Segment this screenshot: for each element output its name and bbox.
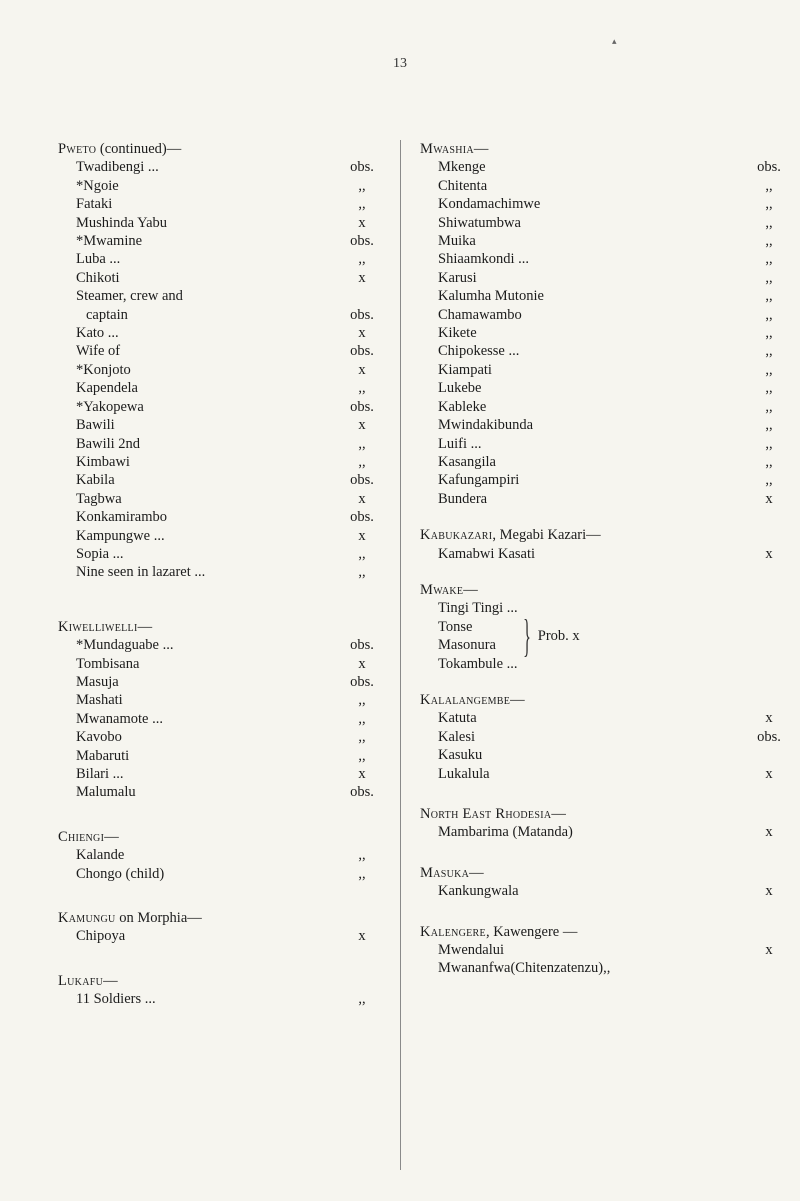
- entry-status: x: [358, 490, 366, 507]
- entry-name: Wife of: [76, 343, 121, 360]
- entry-name: Karusi: [438, 269, 477, 286]
- table-row: [58, 927, 378, 945]
- entry-name: Mwindakibunda: [438, 417, 534, 434]
- table-row: [58, 453, 378, 471]
- entry-name: *Ngoie: [76, 177, 119, 194]
- table-row: [420, 361, 785, 379]
- entry-name: Mabaruti: [76, 747, 130, 764]
- table-row: [58, 865, 378, 883]
- table-row: [58, 846, 378, 864]
- entry-name: Nine seen in lazaret ...: [76, 564, 206, 581]
- entry-name: Chongo (child): [76, 865, 165, 882]
- entry-name: Kankungwala: [438, 883, 519, 900]
- entry-name: Malumalu: [76, 784, 136, 801]
- table-row: [58, 195, 378, 213]
- entry-name: *Konjoto: [76, 361, 131, 378]
- section-heading-title: Kiwelliwelli—: [58, 618, 153, 635]
- entry-name: Kondamachimwe: [438, 196, 541, 213]
- table-row: [58, 508, 378, 526]
- mwake-group: [420, 599, 785, 673]
- section-heading: [420, 923, 785, 941]
- entry-status: x: [765, 883, 773, 900]
- entry-name: Katuta: [438, 710, 477, 727]
- entry-status: ,,: [765, 472, 773, 489]
- table-row: [58, 747, 378, 765]
- table-row: [58, 361, 378, 379]
- entry-status: x: [765, 942, 773, 959]
- entry-status: x: [358, 325, 366, 342]
- table-row: [420, 765, 785, 783]
- section-kabukazari: [420, 526, 785, 563]
- section-heading-suffix: (continued)—: [96, 141, 182, 157]
- table-row: [420, 158, 785, 176]
- section-heading: [58, 828, 378, 846]
- entry-status: ,,: [765, 306, 773, 323]
- entry-status: x: [358, 269, 366, 286]
- section-heading: [420, 805, 785, 823]
- entry-status: ,,: [358, 177, 366, 194]
- entry-name: Fataki: [76, 196, 113, 213]
- entry-name: Kikete: [438, 325, 477, 342]
- table-row: [420, 214, 785, 232]
- entry-name: Tagbwa: [76, 490, 122, 507]
- table-row: [58, 177, 378, 195]
- section-heading-title: North East Rhodesia—: [420, 806, 567, 822]
- section-heading-title: Kabukazari: [420, 527, 493, 544]
- entry-status: ,,: [765, 196, 773, 213]
- table-row: [58, 673, 378, 691]
- entry-status: obs.: [350, 398, 374, 415]
- entry-name: Chipoya: [76, 928, 126, 945]
- entry-status: ,,: [765, 233, 773, 250]
- entry-name: Bundera: [438, 490, 488, 507]
- group-note: Prob. x: [537, 627, 580, 644]
- list-item: Tonse: [438, 618, 473, 635]
- table-row: [58, 324, 378, 342]
- section-heading: [420, 140, 785, 158]
- section-heading: [58, 140, 378, 158]
- section-left-1: [58, 618, 378, 802]
- list-item: Tingi Tingi ...: [438, 600, 518, 617]
- column-divider: [400, 140, 401, 1170]
- entry-status: obs.: [350, 233, 374, 250]
- section-heading-title: Pweto: [58, 141, 97, 157]
- entry-status: x: [358, 527, 366, 544]
- entry-status: x: [358, 214, 366, 231]
- section-heading-title: Masuka—: [420, 864, 484, 881]
- section-heading-title: Chiengi—: [58, 828, 120, 845]
- table-row: [420, 728, 785, 746]
- entry-status: obs.: [757, 159, 781, 176]
- entry-status: x: [765, 490, 773, 507]
- table-row: [58, 710, 378, 728]
- entry-name: Luba ...: [76, 251, 121, 268]
- entry-status: x: [358, 766, 366, 782]
- table-row: [58, 398, 378, 416]
- table-row: [420, 882, 785, 900]
- list-item: Tokambule ...: [438, 655, 518, 672]
- entry-status: ,,: [358, 747, 366, 764]
- table-row: [420, 177, 785, 195]
- table-row: [58, 435, 378, 453]
- margin-mark: ▴: [612, 36, 617, 46]
- entry-name: Kafungampiri: [438, 472, 520, 489]
- table-row: [420, 287, 785, 305]
- entry-name: Kalande: [76, 847, 125, 864]
- table-row: [58, 287, 378, 305]
- entry-name: Mwanamote ...: [76, 710, 163, 727]
- entry-name: Kavobo: [76, 729, 122, 746]
- entry-status: obs.: [350, 673, 374, 690]
- entry-status: ,,: [765, 361, 773, 378]
- section-heading-title: Kalalangembe—: [420, 691, 525, 708]
- entry-name: Kabila: [76, 472, 115, 489]
- entry-status: obs.: [350, 784, 374, 801]
- page-number: 13: [393, 56, 407, 71]
- table-row: [420, 823, 785, 841]
- table-row: [58, 545, 378, 563]
- table-row: [420, 398, 785, 416]
- entry-status: x: [765, 545, 773, 562]
- table-row: [58, 990, 378, 1008]
- entry-status: ,,: [765, 380, 773, 397]
- entry-status: x: [358, 928, 366, 945]
- list-item: Masonura: [438, 637, 496, 654]
- table-row: [58, 379, 378, 397]
- entry-name: Shiwatumbwa: [438, 214, 521, 231]
- entry-status: ,,: [765, 214, 773, 231]
- table-row: [58, 250, 378, 268]
- entry-status: x: [765, 824, 773, 841]
- section-heading-title: Lukafu—: [58, 972, 118, 989]
- entry-status: ,,: [765, 343, 773, 360]
- entry-name: Mushinda Yabu: [76, 214, 168, 231]
- entry-status: x: [358, 417, 366, 434]
- entry-status: ,,: [765, 177, 773, 194]
- table-row: [58, 691, 378, 709]
- entry-name: 11 Soldiers ...: [76, 991, 156, 1008]
- entry-name: Chikoti: [76, 269, 120, 286]
- table-row: [58, 728, 378, 746]
- table-row: [420, 490, 785, 508]
- entry-name: Lukebe: [438, 380, 482, 397]
- section-heading: [420, 691, 785, 709]
- table-row: [58, 232, 378, 250]
- section-heading: [58, 972, 378, 990]
- table-row: [420, 324, 785, 342]
- section-heading: [420, 864, 785, 882]
- entry-name: Kamabwi Kasati: [438, 545, 536, 562]
- table-row: [420, 232, 785, 250]
- table-row: [420, 453, 785, 471]
- entry-name: Kampungwe ...: [76, 527, 165, 544]
- table-row: [58, 214, 378, 232]
- entry-status: x: [358, 655, 366, 672]
- entry-name: Bilari ...: [76, 766, 124, 782]
- entry-status: ,,: [358, 380, 366, 397]
- entry-status: ,,: [358, 564, 366, 581]
- table-row: [58, 416, 378, 434]
- entry-name: Mambarima (Matanda): [438, 824, 573, 841]
- entry-status: x: [765, 710, 773, 727]
- entry-status: ,,: [358, 847, 366, 864]
- entry-name: Kasuku: [438, 747, 483, 764]
- table-row: [420, 195, 785, 213]
- section-mwashia: [420, 140, 785, 508]
- entry-name: Tombisana: [76, 655, 140, 672]
- table-row: [420, 941, 785, 959]
- section-mwake: [420, 581, 785, 673]
- entry-status: ,,: [358, 251, 366, 268]
- entry-name: Shiaamkondi ...: [438, 251, 530, 268]
- section-north-east-rhodesia: [420, 805, 785, 842]
- section-heading: [58, 909, 378, 927]
- entry-status: ,,: [765, 288, 773, 305]
- table-row: [58, 306, 378, 324]
- entry-name: Kalumha Mutonie: [438, 288, 544, 305]
- entry-name: Bawili: [76, 417, 115, 434]
- table-row: [420, 545, 785, 563]
- entry-name: Sopia ...: [76, 545, 124, 562]
- entry-name: Kato ...: [76, 325, 119, 342]
- table-row: [420, 342, 785, 360]
- section-heading: [58, 618, 378, 636]
- section-heading-suffix: on Morphia—: [115, 910, 202, 927]
- section-heading: [420, 526, 785, 544]
- entry-name: Kalesi: [438, 728, 476, 745]
- table-row: [58, 783, 378, 801]
- section-heading-title: Kamungu: [58, 910, 116, 927]
- list-item: Mwananfwa(Chitenzatenzu),,: [438, 960, 611, 977]
- entry-name: Lukalula: [438, 765, 490, 782]
- entry-name: Kapendela: [76, 380, 138, 397]
- entry-name: *Mundaguabe ...: [76, 637, 174, 654]
- table-row: [420, 435, 785, 453]
- entry-status: obs.: [350, 472, 374, 489]
- table-row: [420, 471, 785, 489]
- entry-status: ,,: [358, 865, 366, 882]
- entry-name: Mashati: [76, 692, 123, 709]
- table-row: [58, 527, 378, 545]
- entry-name: Chamawambo: [438, 306, 522, 323]
- entry-name: Kimbawi: [76, 453, 130, 470]
- entry-status: obs.: [350, 509, 374, 526]
- entry-status: ,,: [358, 692, 366, 709]
- table-row: [420, 746, 785, 764]
- entry-status: ,,: [358, 453, 366, 470]
- section-left-2: [58, 828, 378, 883]
- entry-status: obs.: [350, 637, 374, 654]
- table-row: [420, 250, 785, 268]
- entry-status: ,,: [358, 435, 366, 452]
- entry-status: ,,: [358, 729, 366, 746]
- entry-name: Steamer, crew and: [76, 288, 183, 305]
- entry-name: Mwendalui: [438, 942, 505, 959]
- entry-name: Twadibengi ...: [76, 159, 159, 176]
- table-row: [58, 655, 378, 673]
- section-heading: Mwake—: [420, 581, 479, 598]
- entry-status: ,,: [358, 991, 366, 1008]
- entry-name: Kiampati: [438, 361, 492, 378]
- entry-status: ,,: [765, 325, 773, 342]
- entry-name: Konkamirambo: [76, 509, 168, 526]
- entry-name: Mkenge: [438, 159, 486, 176]
- table-row: [58, 269, 378, 287]
- entry-status: x: [765, 765, 773, 782]
- section-heading-suffix: , Kawengere —: [485, 923, 578, 940]
- section-masuka: [420, 864, 785, 901]
- section-heading-suffix: , Megabi Kazari—: [492, 527, 601, 544]
- section-kalalangembe: [420, 691, 785, 783]
- entry-name: Kasangila: [438, 453, 496, 470]
- entry-status: x: [358, 361, 366, 378]
- table-row: [58, 765, 378, 783]
- brace-glyph: }: [522, 610, 531, 662]
- entry-status: ,,: [358, 710, 366, 727]
- entry-name: Chitenta: [438, 177, 488, 194]
- entry-name: captain: [86, 306, 128, 323]
- section-heading-title: Kalengere: [420, 923, 486, 940]
- entry-status: ,,: [765, 453, 773, 470]
- entry-status: ,,: [765, 417, 773, 434]
- left-column: [58, 140, 378, 1009]
- entry-name: Luifi ...: [438, 435, 482, 452]
- entry-status: obs.: [350, 159, 374, 176]
- entry-status: obs.: [350, 343, 374, 360]
- table-row: [58, 490, 378, 508]
- table-row: [58, 636, 378, 654]
- entry-status: ,,: [358, 545, 366, 562]
- entry-status: obs.: [757, 728, 781, 745]
- entry-name: Bawili 2nd: [76, 435, 141, 452]
- entry-name: Muika: [438, 233, 476, 250]
- table-row: [58, 471, 378, 489]
- entry-status: ,,: [358, 196, 366, 213]
- table-row: [420, 416, 785, 434]
- entry-name: *Mwamine: [76, 233, 143, 250]
- entry-status: ,,: [765, 269, 773, 286]
- entry-status: obs.: [350, 306, 374, 323]
- table-row: [58, 563, 378, 581]
- entry-name: Chipokesse ...: [438, 343, 520, 360]
- table-row: [420, 269, 785, 287]
- entry-name: Kableke: [438, 398, 487, 415]
- mwake-names: [420, 599, 518, 673]
- right-column: [420, 140, 785, 978]
- section-kalengere: [420, 923, 785, 960]
- table-row: [58, 342, 378, 360]
- section-left-0: [58, 140, 378, 582]
- entry-status: ,,: [765, 251, 773, 268]
- entry-name: *Yakopewa: [76, 398, 144, 415]
- table-row: [420, 379, 785, 397]
- entry-status: ,,: [765, 435, 773, 452]
- table-row: [58, 158, 378, 176]
- entry-status: ,,: [765, 398, 773, 415]
- table-row: [420, 306, 785, 324]
- section-left-4: [58, 972, 378, 1009]
- entry-name: Masuja: [76, 673, 119, 690]
- section-heading-title: Mwashia—: [420, 141, 489, 157]
- section-left-3: [58, 909, 378, 946]
- table-row: [420, 709, 785, 727]
